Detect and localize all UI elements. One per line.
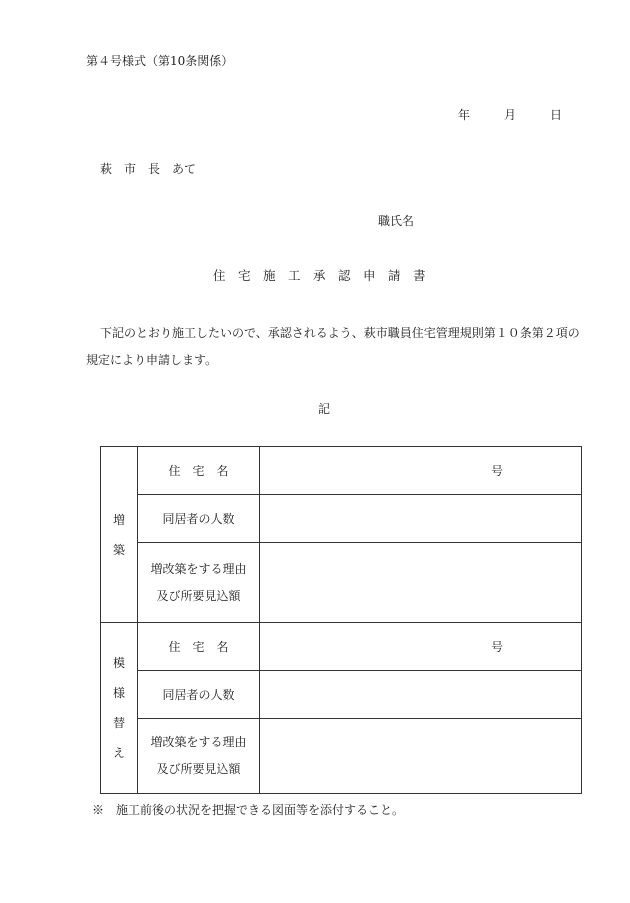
row-value[interactable] bbox=[260, 543, 582, 623]
body-text: 下記のとおり施工したいので、承認されるよう、萩市職員住宅管理規則第１０条第２項の規定により申請します。 bbox=[86, 326, 580, 367]
table-row bbox=[101, 671, 582, 719]
addressee: 萩 市 長 あて bbox=[100, 162, 197, 176]
document-title: 住 宅 施 工 承 認 申 請 書 bbox=[213, 268, 426, 283]
applicant-name-label: 職氏名 bbox=[378, 214, 415, 228]
table-row bbox=[101, 623, 582, 671]
table-row bbox=[101, 495, 582, 543]
table-row bbox=[101, 447, 582, 495]
row-label: 同居者の人数 bbox=[138, 495, 260, 543]
row-value[interactable]: 号 bbox=[260, 447, 582, 495]
row-value[interactable] bbox=[260, 671, 582, 719]
application-table bbox=[100, 446, 582, 794]
group-label-remodel: 模 様 替 え bbox=[101, 623, 138, 794]
row-label: 住 宅 名 bbox=[138, 447, 260, 495]
date-year-label: 年 bbox=[458, 108, 471, 122]
form-number: 第４号様式（第10条関係） bbox=[86, 54, 234, 68]
row-label: 住 宅 名 bbox=[138, 623, 260, 671]
date-line bbox=[458, 106, 562, 123]
attachment-note: ※ 施工前後の状況を把握できる図面等を添付すること。 bbox=[92, 803, 405, 817]
row-label: 増改築をする理由 及び所要見込額 bbox=[138, 719, 260, 794]
row-value[interactable] bbox=[260, 719, 582, 794]
body-paragraph bbox=[86, 320, 586, 374]
row-value[interactable]: 号 bbox=[260, 623, 582, 671]
row-label: 同居者の人数 bbox=[138, 671, 260, 719]
table-row bbox=[101, 543, 582, 623]
ki-heading: 記 bbox=[318, 402, 331, 416]
row-value[interactable] bbox=[260, 495, 582, 543]
table-row bbox=[101, 719, 582, 794]
group-label-extension: 増 築 bbox=[101, 447, 138, 623]
date-day-label: 日 bbox=[550, 108, 563, 122]
date-month-label: 月 bbox=[504, 108, 517, 122]
row-label: 増改築をする理由 及び所要見込額 bbox=[138, 543, 260, 623]
